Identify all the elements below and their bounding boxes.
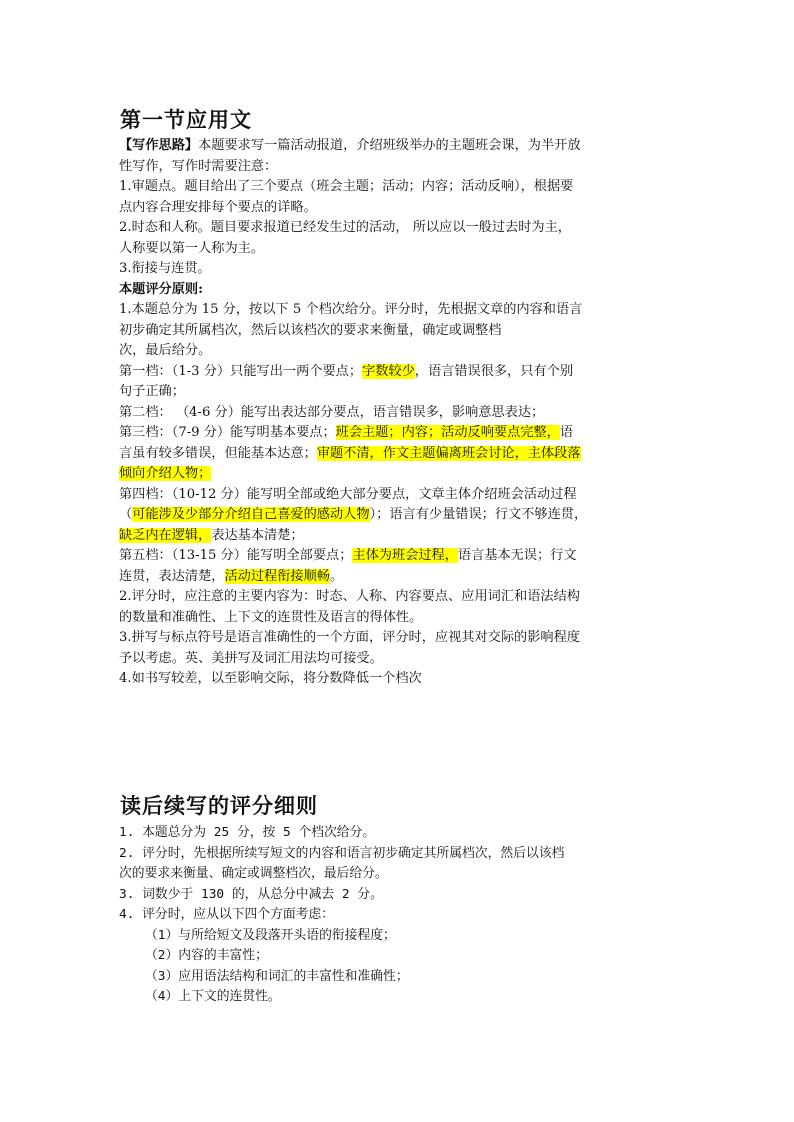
section2-title: 读后续写的评分细则 bbox=[120, 794, 318, 818]
section1-line bbox=[119, 403, 681, 424]
body-text: 予以考虑。英、美拼写及词汇用法均可接受。 bbox=[119, 650, 383, 666]
body-text: 本题要求写一篇活动报道，介绍班级举办的主题班会课，为半开放 bbox=[198, 138, 581, 153]
criteria-item: 2. 评分时，先根据所续写短文的内容和语言初步确定其所属档次，然后以该档 bbox=[119, 845, 565, 861]
criteria-subitem: （1）与所给短文及段落开头语的衔接程度； bbox=[145, 927, 396, 943]
body-text: ，语言错误很多，只有个别 bbox=[414, 363, 574, 379]
body-text: 1.本题总分为 15 分，按以下 5 个档次给分。评分时，先根据文章的内容和语言 bbox=[119, 302, 583, 317]
body-text: 性写作，写作时需要注意： bbox=[119, 158, 278, 174]
body-text: 2.时态和人称。题目要求报道已经发生过的活动， 所以应以一般过去时为主， bbox=[119, 220, 571, 235]
section1-line bbox=[119, 608, 681, 629]
section1-line bbox=[119, 423, 681, 444]
section1-line bbox=[119, 505, 681, 526]
body-text: ）；语言有少量错误；行文不够连贯， bbox=[369, 507, 588, 522]
section1-line bbox=[119, 546, 681, 567]
highlighted-text: 主体为班会过程， bbox=[352, 548, 458, 563]
body-text: 。 bbox=[330, 568, 344, 584]
section1-line bbox=[119, 464, 681, 485]
criteria-item: 1. 本题总分为 25 分，按 5 个档次给分。 bbox=[119, 825, 376, 840]
body-text: 点内容合理安排每个要点的详略。 bbox=[119, 199, 317, 215]
section1-line bbox=[119, 485, 681, 506]
highlighted-text: 活动过程衔接顺畅 bbox=[224, 568, 330, 584]
body-text: 表达基本清楚； bbox=[211, 527, 304, 543]
section1-line bbox=[119, 280, 681, 301]
body-text: 句子正确； bbox=[119, 384, 185, 399]
body-text: 3.衔接与连贯。 bbox=[119, 261, 211, 276]
body-text: 第四档：（10-12 分）能写明全部或绝大部分要点，文章主体介绍班会活动过程 bbox=[119, 486, 577, 502]
section1-title: 第一节应用文 bbox=[120, 108, 252, 132]
section1-line bbox=[119, 157, 681, 178]
highlighted-text: 可能涉及少部分介绍自己喜爱的感动人物 bbox=[132, 507, 370, 522]
section2-body bbox=[119, 823, 689, 1008]
section1-line bbox=[119, 382, 681, 403]
body-text: 2.评分时，应注意的主要内容为：时态、人称、内容要点、应用词汇和语法结构 bbox=[119, 589, 580, 604]
section1-line bbox=[119, 198, 681, 219]
section1-line bbox=[119, 587, 681, 608]
section1-line bbox=[119, 218, 681, 239]
section1-line bbox=[119, 649, 681, 670]
bold-heading-text: 本题评分原则: bbox=[119, 281, 203, 297]
criteria-subitem: （2）内容的丰富性； bbox=[145, 948, 268, 963]
section1-line bbox=[119, 669, 681, 690]
highlighted-text: 审题不清，作文主题偏离班会讨论，主体段落 bbox=[316, 445, 581, 461]
criteria-subitem: （4）上下文的连贯性。 bbox=[145, 989, 281, 1004]
section1-line bbox=[119, 321, 681, 342]
section1-line bbox=[119, 136, 681, 157]
section1-line bbox=[119, 341, 681, 362]
section1-line bbox=[119, 177, 681, 198]
section1-line bbox=[119, 526, 681, 547]
criteria-item: 次的要求来衡量、确定或调整档次，最后给分。 bbox=[119, 866, 388, 881]
bold-heading-text: 【写作思路】 bbox=[119, 138, 199, 153]
criteria-item: 4. 评分时，应从以下四个方面考虑： bbox=[119, 907, 335, 922]
body-text: 次，最后给分。 bbox=[119, 343, 212, 358]
section1-line bbox=[119, 567, 681, 588]
body-text: 言虽有较多错误，但能基本达意； bbox=[119, 445, 317, 461]
body-text: 的数量和准确性、上下文的连贯性及语言的得体性。 bbox=[119, 609, 423, 625]
criteria-item: 3. 词数少于 130 的，从总分中减去 2 分。 bbox=[119, 886, 383, 902]
highlighted-text: 班会主题；内容；活动反响要点完整， bbox=[335, 425, 560, 440]
section1-line bbox=[119, 259, 681, 280]
body-text: 1.审题点。题目给出了三个要点（班会主题；活动；内容；活动反响），根据要 bbox=[119, 179, 574, 194]
highlighted-text: 倾向介绍人物； bbox=[119, 466, 212, 481]
body-text: 初步确定其所属档次，然后以该档次的要求来衡量，确定或调整档 bbox=[119, 322, 502, 338]
highlighted-text: 缺乏内在逻辑， bbox=[119, 527, 212, 543]
body-text: 3.拼写与标点符号是语言准确性的一个方面，评分时，应视其对交际的影响程度 bbox=[119, 630, 580, 645]
body-text: 第二档： （4-6 分）能写出表达部分要点，语言错误多，影响意思表达； bbox=[119, 404, 545, 420]
body-text: 连贯，表达清楚， bbox=[119, 568, 225, 584]
body-text: 4.如书写较差，以至影响交际，将分数降低一个档次 bbox=[119, 671, 422, 686]
section1-line bbox=[119, 628, 681, 649]
section1-line bbox=[119, 362, 681, 383]
section1-line bbox=[119, 444, 681, 465]
body-text: 第五档：（13-15 分）能写明全部要点； bbox=[119, 548, 353, 563]
section1-line bbox=[119, 300, 681, 321]
body-text: 人称要以第一人称为主。 bbox=[119, 240, 265, 256]
section1-body bbox=[119, 136, 681, 690]
body-text: 第一档：（1-3 分）只能写出一两个要点； bbox=[119, 363, 363, 379]
body-text: 语言基本无误；行文 bbox=[457, 548, 577, 563]
section1-line bbox=[119, 239, 681, 260]
body-text: 语 bbox=[559, 425, 574, 440]
body-text: （ bbox=[119, 507, 133, 522]
criteria-subitem: （3）应用语法结构和词汇的丰富性和准确性； bbox=[145, 968, 409, 984]
highlighted-text: 字数较少 bbox=[362, 363, 415, 379]
body-text: 第三档：（7-9 分）能写明基本要点； bbox=[119, 425, 336, 440]
